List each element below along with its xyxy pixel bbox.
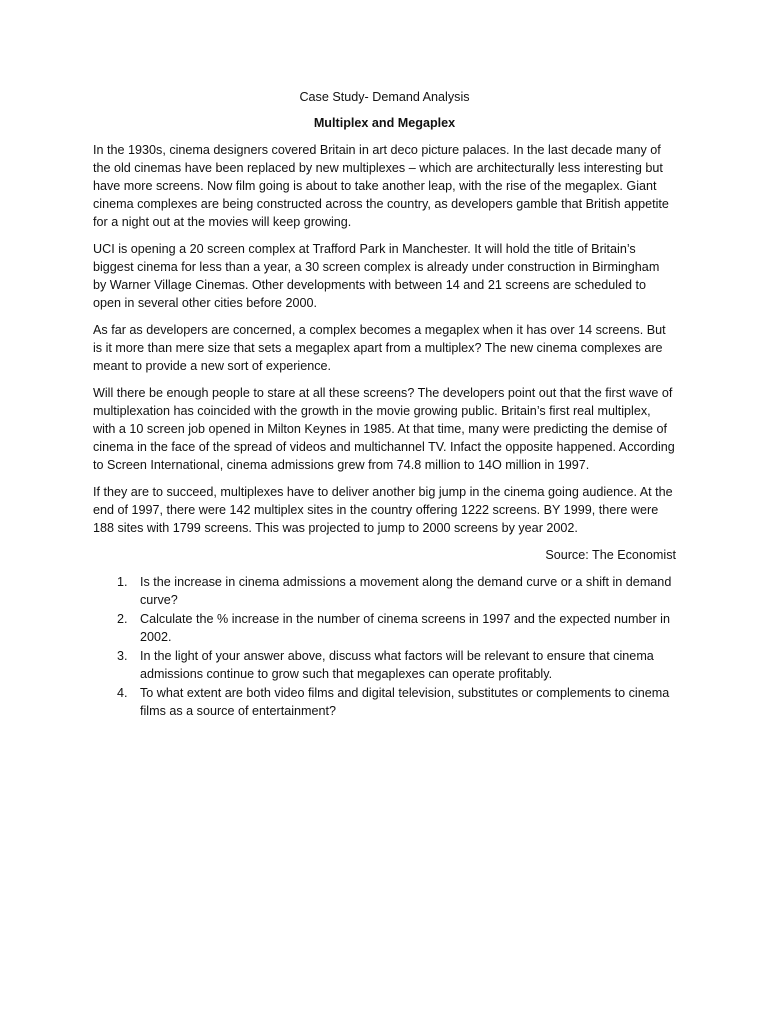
question-item	[93, 610, 676, 646]
paragraph-3: As far as developers are concerned, a complex becomes a megaplex when it has over 14 screens. But is it more than mere size that sets a megaplex apart from a multiplex? The new cinema complexes are meant to provide a new sort of experience.	[93, 323, 666, 373]
question-number: 2.	[117, 612, 128, 626]
question-text: Calculate the % increase in the number of cinema screens in 1997 and the expected number in 2002.	[140, 612, 670, 644]
paragraph-5: If they are to succeed, multiplexes have to deliver another big jump in the cinema going audience. At the end of 1997, there were 142 multiplex sites in the country offering 1222 screens. BY 1999, there were 188 sites with 1799 screens. This was projected to jump to 2000 screens by year 2002.	[93, 485, 673, 535]
source-citation: Source: The Economist	[545, 548, 676, 562]
question-item	[93, 684, 676, 720]
question-item	[93, 647, 676, 683]
question-text: Is the increase in cinema admissions a movement along the demand curve or a shift in demand curve?	[140, 575, 672, 607]
document-title: Multiplex and Megaplex	[313, 116, 456, 130]
questions-list	[93, 573, 676, 720]
question-number: 1.	[117, 575, 128, 589]
question-number: 3.	[117, 649, 128, 663]
case-study-heading: Case Study- Demand Analysis	[299, 90, 470, 104]
paragraph-1: In the 1930s, cinema designers covered Britain in art deco picture palaces. In the last decade many of the old cinemas have been replaced by new multiplexes – which are architecturally less interesting but have more screens. Now film going is about to take another leap, with the rise of the megaplex. Giant cinema complexes are being constructed across the country, as developers gamble that British appetite for a night out at the movies will keep growing.	[93, 143, 669, 229]
question-number: 4.	[117, 686, 128, 700]
paragraph-2: UCI is opening a 20 screen complex at Trafford Park in Manchester. It will hold the title of Britain’s biggest cinema for less than a year, a 30 screen complex is already under construction in Birmingham by Warner Village Cinemas. Other developments with between 14 and 21 screens are scheduled to open in several other cities before 2000.	[93, 242, 660, 310]
question-text: To what extent are both video films and digital television, substitutes or complements to cinema films as a source of entertainment?	[140, 686, 670, 718]
question-item	[93, 573, 676, 609]
question-text: In the light of your answer above, discuss what factors will be relevant to ensure that cinema admissions continue to grow such that megaplexes can operate profitably.	[140, 649, 654, 681]
document-page	[93, 88, 676, 721]
paragraph-4: Will there be enough people to stare at all these screens? The developers point out that the first wave of multiplexation has coincided with the growth in the movie growing public. Britain’s first real multiplex, with a 10 screen job opened in Milton Keynes in 1985. At that time, many were predicting the demise of cinema in the face of the spread of videos and multichannel TV. Infact the opposite happened. According to Screen International, cinema admissions grew from 74.8 million to 14O million in 1997.	[93, 386, 675, 472]
